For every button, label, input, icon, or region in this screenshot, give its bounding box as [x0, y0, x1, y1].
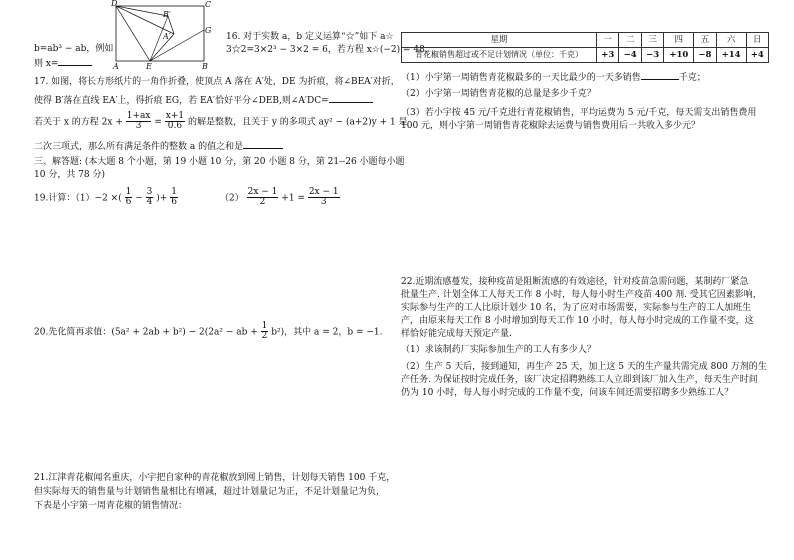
q22-line-4: 产，由原来每天工作 8 小时增加到每天工作 10 小时，每人每小时完成的工作量不变，这 [401, 316, 754, 326]
q18-line-2: 二次三项式，那么所有满足条件的整数 a 的值之和是 [34, 139, 283, 153]
table-header-row [402, 33, 769, 48]
section-3-heading: 三、解答题: (本大题 8 个小题，第 19 小题 10 分，第 20 小题 8 分，第 21--26 小题每小题 [34, 157, 405, 167]
fig-label-d: D [111, 0, 118, 8]
table-header-cell: 三 [641, 33, 663, 48]
fig-label-c: C [205, 0, 212, 9]
table-cell: +10 [664, 48, 694, 63]
table-header-cell: 日 [746, 33, 769, 48]
section-3-heading-2: 10 分，共 78 分) [34, 170, 105, 180]
table-header-cell: 一 [597, 33, 619, 48]
table-header-cell: 五 [694, 33, 716, 48]
q21-sub-3-line-1: （3）若小宇按 45 元/千克进行青花椒销售，平均运费为 5 元/千克，每天需支出销售费用 [401, 108, 757, 118]
table-header-cell: 六 [716, 33, 746, 48]
table-cell: +4 [746, 48, 769, 63]
q19-part-2: （2） $\frac{2x - 1}{2}$ +1 = $\frac{2x - 1}{3}$ [220, 187, 339, 208]
fig-label-bp: B′ [163, 10, 171, 19]
q17-line-1: 17. 如图，将长方形纸片的一角作折叠，使顶点 A 落在 A′处，DE 为折痕，将∠BEA′对折， [34, 77, 400, 87]
q22-line-5: 样恰好能完成每天预定产量. [401, 329, 512, 339]
q22-line-3: 实际参与生产的工人比原计划少 10 名，为了应对市场需要，实际参与生产的工人加班生 [401, 303, 752, 313]
q18-line-1: 若关于 x 的方程 2x + $\frac{1+ax}{3}$ = $\frac{x+1}{0.6}$ 的解是整数，且关于 y 的多项式 ay² − (a+2)y + 1 是 [34, 111, 408, 132]
q15-fragment-1: b=ab³ − ab，例如 [34, 44, 114, 54]
table-cell: −4 [619, 48, 641, 63]
table-cell: +3 [597, 48, 619, 63]
q16-line-1: 16. 对于实数 a，b 定义运算“☆”如下 a☆ [226, 32, 394, 42]
q22-line-2: 批量生产. 计划全体工人每天工作 8 小时，每人每小时生产疫苗 400 剂. 受其它因素影响， [401, 290, 762, 300]
fig-label-e: E [146, 62, 152, 71]
q16-line-2: 3☆2=3×2³ − 3×2 = 6，若方程 x☆(−2) = 48， [226, 45, 434, 55]
q21-line-2: 但实际每天的销售量与计划销售量相比有增减，超过计划量记为正，不足计划量记为负， [34, 487, 386, 497]
fig-label-a: A [113, 62, 119, 71]
q21-sub-3-line-2: 100 元，则小宇第一周销售青花椒除去运费与销售费用后一共收入多少元？ [401, 121, 701, 131]
table-header-cell: 二 [619, 33, 641, 48]
fig-label-g: G [205, 26, 212, 35]
table-row-label: 青花椒销售超过或不足计划情况（单位：千克） [402, 48, 597, 63]
fig-label-ap: A′ [163, 32, 171, 41]
q21-sub-1: （1）小宇第一周销售青花椒最多的一天比最少的一天多销售 千克； [401, 70, 706, 84]
table-cell: −8 [694, 48, 716, 63]
q15-fragment-2: 则 x= [34, 56, 92, 70]
table-cell: −3 [641, 48, 663, 63]
q22-sub-2-line-1: （2）生产 5 天后，接到通知，再生产 25 天，加上这 5 天的生产量共需完成 800 万剂的生 [401, 362, 767, 372]
q17-line-2: 使得 B′落在直线 EA′上，得折痕 EG，若 EA′恰好平分∠DEB,则∠A′DC= [34, 93, 373, 107]
q20: 20.先化简再求值：(5a² + 2ab + b²) − 2(2a² − ab + $\frac{1}{2}$ b²)，其中 a = 2，b = −1. [34, 321, 383, 342]
table-header-cell: 四 [664, 33, 694, 48]
q22-sub-1: （1）求该制药厂实际参加生产的工人有多少人？ [401, 345, 596, 355]
table-cell: +14 [716, 48, 746, 63]
q19-part-1: 19.计算：（1）−2 ×( $\frac{1}{6}$ − $\frac{3}{4}$ )+ $\frac{1}{6}$ [34, 187, 177, 208]
sales-table [401, 32, 769, 63]
q21-sub-2: （2）小宇第一周销售青花椒的总量是多少千克？ [401, 89, 596, 99]
q21-line-3: 下表是小宇第一周青花椒的销售情况： [34, 501, 188, 511]
fig-label-b: B [202, 62, 208, 71]
q22-sub-2-line-2: 产任务. 为保证按时完成任务，该厂决定招聘熟练工人立即到该厂加入生产，每天生产时间 [401, 375, 758, 385]
q22-line-1: 22.近期流感蔓发，接种疫苗是阻断流感的有效途径，针对疫苗急需问题，某制药厂紧急 [401, 277, 749, 287]
table-row [402, 48, 769, 63]
q21-line-1: 21.江津青花椒闻名重庆，小宇把自家种的青花椒放到网上销售，计划每天销售 100 千克， [34, 473, 396, 483]
table-header-cell: 星期 [402, 33, 597, 48]
q22-sub-2-line-3: 仍为 10 小时，每人每小时完成的工作量不变，问该车间还需要招聘多少熟练工人？ [401, 388, 734, 398]
